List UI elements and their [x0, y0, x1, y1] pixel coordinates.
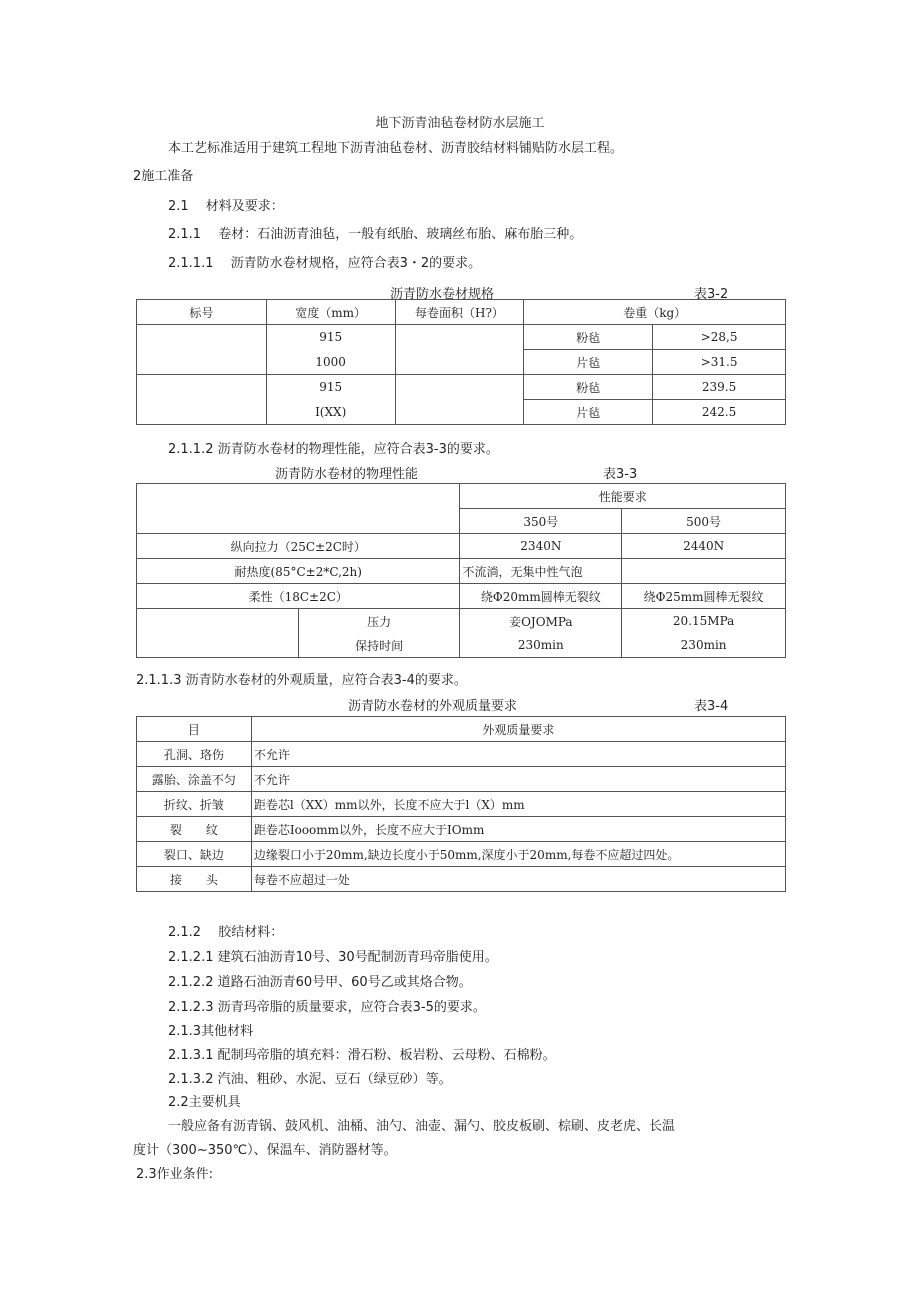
- table-cell: 242.5: [653, 400, 786, 425]
- table-cell: 绕Φ20mm圆棒无裂纹: [460, 584, 622, 609]
- table-3-3-label: 表3-3: [603, 467, 638, 482]
- section-2-1-2-3: 2.1.2.3 沥青玛帝脂的质量要求，应符合表3-5的要求。: [168, 1000, 486, 1015]
- table-cell: >31.5: [653, 350, 786, 375]
- table-cell: 纵向拉力（25C±2C时）: [137, 534, 460, 559]
- table-cell: 接 头: [137, 867, 252, 892]
- table-cell: [395, 375, 524, 425]
- section-2-1-2-1: 2.1.2.1 建筑石油沥青10号、30号配制沥青玛帝脂使用。: [168, 950, 498, 965]
- table-3-3-caption: 沥青防水卷材的物理性能: [275, 467, 419, 482]
- table-cell: 230min: [622, 633, 786, 658]
- table-cell: 距卷芯l（XX）mm以外，长度不应大于l（X）mm: [251, 792, 785, 817]
- table-cell: [137, 325, 267, 375]
- table-header: 宽度（mm）: [266, 300, 395, 325]
- table-cell: [395, 325, 524, 375]
- table-cell: 粉毡: [524, 325, 653, 350]
- table-cell: [622, 559, 786, 584]
- section-2-1: 2.1 材料及要求：: [168, 199, 284, 214]
- section-2-2-text: 一般应备有沥青锅、鼓风机、油桶、油勺、油壶、漏勺、胶皮板刷、棕刷、皮老虎、长温: [168, 1119, 676, 1134]
- table-3-2-caption: 沥青防水卷材规格: [390, 287, 495, 302]
- table-header: 目: [137, 717, 252, 742]
- table-cell: 915: [266, 375, 395, 400]
- table-cell: 20.15MPa: [622, 609, 786, 634]
- table-header: 卷重（kg）: [524, 300, 786, 325]
- table-cell: 距卷芯Iooomm以外，长度不应大于IOmm: [251, 817, 785, 842]
- section-2-1-1-1: 2.1.1.1 沥青防水卷材规格，应符合表3・2的要求。: [168, 256, 482, 271]
- table-cell: [137, 609, 299, 658]
- section-2-heading: 2施工准备: [133, 169, 194, 184]
- table-cell: 柔性（18C±2C）: [137, 584, 460, 609]
- document-title: 地下沥青油毡卷材防水层施工: [375, 116, 545, 131]
- table-cell: 239.5: [653, 375, 786, 400]
- table-cell: 耐热度(85°C±2*C,2h): [137, 559, 460, 584]
- section-2-3: 2.3作业条件:: [136, 1167, 214, 1182]
- table-cell: [137, 484, 460, 534]
- table-3-4-caption: 沥青防水卷材的外观质量要求: [348, 699, 518, 714]
- table-cell: [137, 375, 267, 425]
- table-header: 标号: [137, 300, 267, 325]
- section-2-1-3-2: 2.1.3.2 汽油、粗砂、水泥、豆石（绿豆砂）等。: [168, 1072, 452, 1087]
- table-3-4: [136, 716, 786, 892]
- table-header: 350号: [460, 509, 622, 534]
- section-2-1-2: 2.1.2 胶结材料：: [168, 925, 284, 940]
- section-2-2-text-cont: 度计（300~350℃）、保温车、消防器材等。: [133, 1143, 397, 1158]
- table-cell: 压力: [298, 609, 460, 634]
- section-2-1-1: 2.1.1 卷材：石油沥青油毡，一般有纸胎、玻璃丝布胎、麻布胎三种。: [168, 227, 583, 242]
- table-cell: 边缘裂口小于20mm,缺边长度小于50mm,深度小于20mm,每卷不应超过四处。: [251, 842, 785, 867]
- table-cell: 妾OJOMPa: [460, 609, 622, 634]
- table-cell: I(XX): [266, 400, 395, 425]
- table-3-4-label: 表3-4: [694, 699, 729, 714]
- table-cell: 露胎、涂盖不匀: [137, 767, 252, 792]
- table-header: 500号: [622, 509, 786, 534]
- table-cell: 915: [266, 325, 395, 350]
- table-cell: 2440N: [622, 534, 786, 559]
- table-header: 外观质量要求: [251, 717, 785, 742]
- section-2-1-1-3: 2.1.1.3 沥青防水卷材的外观质量，应符合表3-4的要求。: [136, 673, 467, 688]
- table-cell: 保持时间: [298, 633, 460, 658]
- table-cell: 绕Φ25mm圆棒无裂纹: [622, 584, 786, 609]
- table-cell: 230min: [460, 633, 622, 658]
- section-2-1-2-2: 2.1.2.2 道路石油沥青60号甲、60号乙或其烙合物。: [168, 975, 472, 990]
- table-cell: >28,5: [653, 325, 786, 350]
- table-cell: 片毡: [524, 350, 653, 375]
- table-cell: 2340N: [460, 534, 622, 559]
- table-cell: 1000: [266, 350, 395, 375]
- table-cell: 不流淌，无集中性气泡: [460, 559, 622, 584]
- section-2-2: 2.2主要机具: [168, 1095, 241, 1110]
- table-cell: 片毡: [524, 400, 653, 425]
- table-cell: 折纹、折皱: [137, 792, 252, 817]
- table-cell: 不允许: [251, 742, 785, 767]
- table-cell: 粉毡: [524, 375, 653, 400]
- section-2-1-1-2: 2.1.1.2 沥青防水卷材的物理性能，应符合表3-3的要求。: [168, 442, 499, 457]
- table-cell: 每卷不应超过一处: [251, 867, 785, 892]
- table-header: 每卷面积（H?）: [395, 300, 524, 325]
- table-header: 性能要求: [460, 484, 786, 509]
- section-2-1-3-1: 2.1.3.1 配制玛帝脂的填充料：滑石粉、板岩粉、云母粉、石棉粉。: [168, 1048, 556, 1063]
- table-3-2-label: 表3-2: [694, 287, 729, 302]
- table-3-3: [136, 483, 786, 658]
- section-2-1-3: 2.1.3其他材料: [168, 1024, 254, 1039]
- intro-paragraph: 本工艺标准适用于建筑工程地下沥青油毡卷材、沥青胶结材料铺贴防水层工程。: [168, 141, 624, 156]
- table-cell: 孔洞、珞伤: [137, 742, 252, 767]
- table-cell: 裂 纹: [137, 817, 252, 842]
- table-cell: 不允许: [251, 767, 785, 792]
- table-3-2: [136, 299, 786, 425]
- table-cell: 裂口、缺边: [137, 842, 252, 867]
